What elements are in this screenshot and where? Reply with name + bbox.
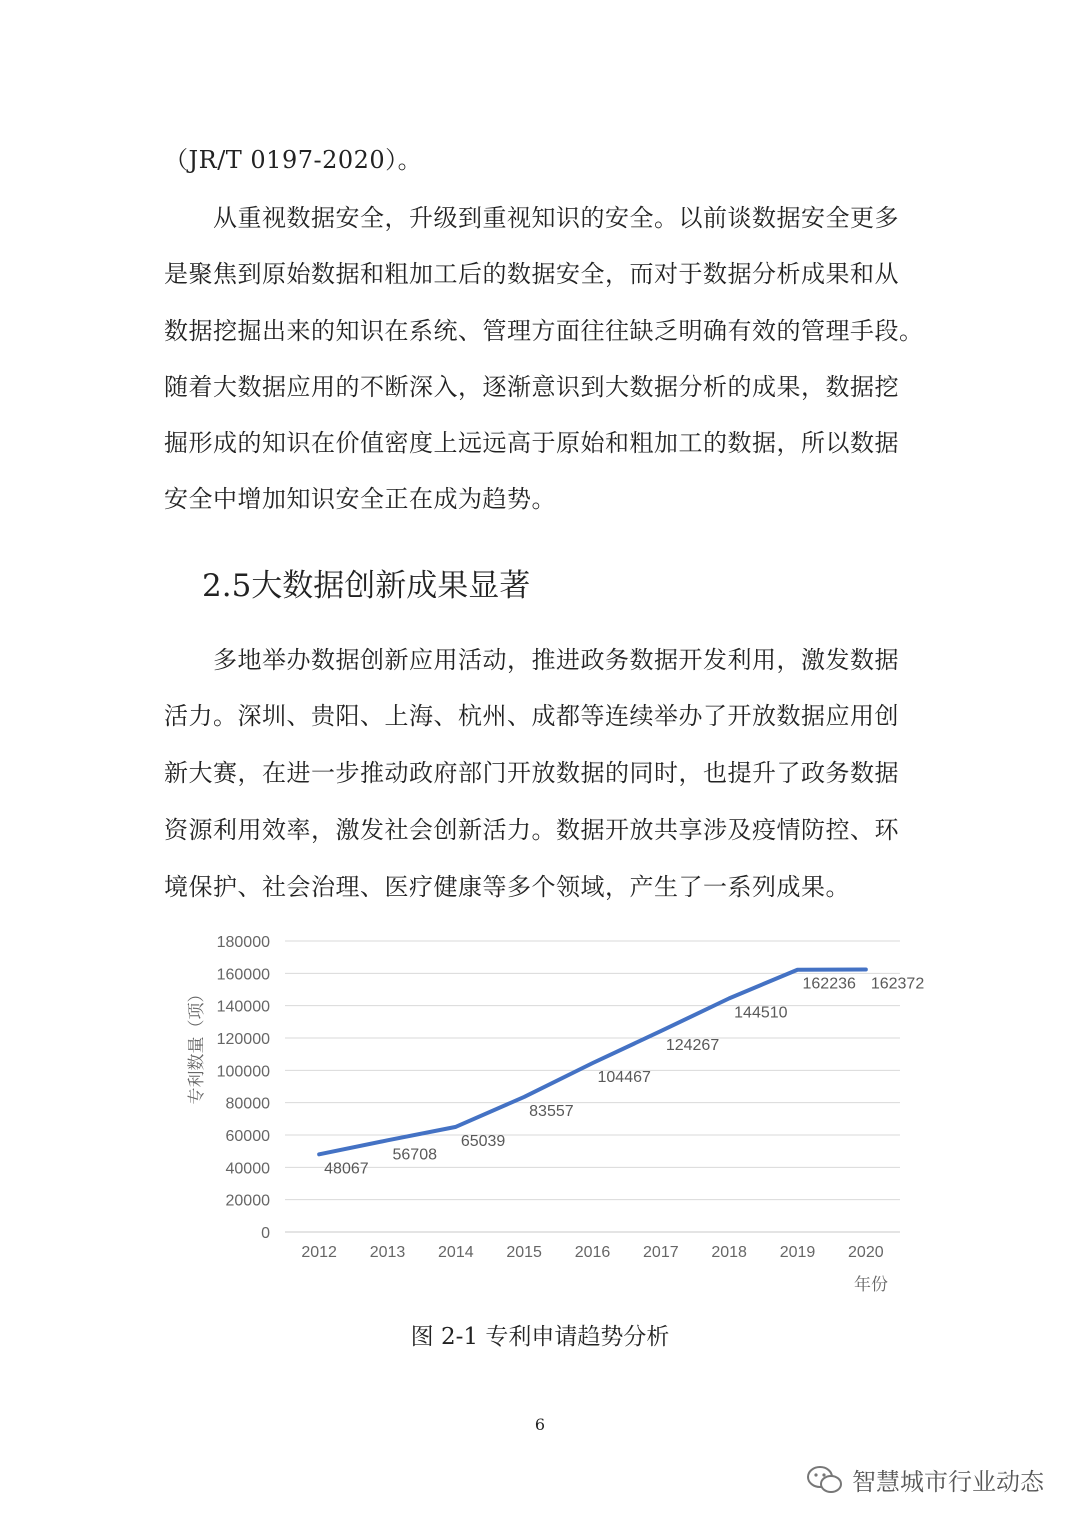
paragraph-line: （JR/T 0197-2020）。 <box>164 146 423 174</box>
data-label: 104467 <box>597 1069 651 1087</box>
wechat-icon <box>806 1465 844 1495</box>
paragraph-line: 资源利用效率，激发社会创新活力。数据开放共享涉及疫情防控、环 <box>164 816 899 844</box>
x-tick-label: 2016 <box>574 1244 611 1261</box>
y-tick-label: 120000 <box>216 1031 270 1048</box>
data-label: 162372 <box>870 975 925 993</box>
y-tick-label: 40000 <box>225 1160 270 1178</box>
figure-caption: 图 2-1 专利申请趋势分析 <box>410 1324 670 1350</box>
data-label: 144510 <box>734 1004 788 1022</box>
section-heading: 2.5大数据创新成果显著 <box>202 568 531 604</box>
x-tick-label: 2020 <box>848 1244 884 1261</box>
y-tick-label: 0 <box>261 1225 270 1242</box>
x-tick-label: 2013 <box>369 1244 406 1261</box>
paragraph-line: 多地举办数据创新应用活动，推进政务数据开发利用，激发数据 <box>164 646 899 674</box>
x-tick-label: 2019 <box>779 1244 816 1261</box>
y-tick-label: 160000 <box>216 966 270 984</box>
x-tick-label: 2017 <box>643 1244 679 1261</box>
x-axis-ticks <box>301 1244 883 1261</box>
x-tick-label: 2018 <box>711 1244 747 1261</box>
paragraph-line: 新大赛，在进一步推动政府部门开放数据的同时，也提升了政务数据 <box>164 759 899 787</box>
y-tick-label: 180000 <box>216 934 270 951</box>
watermark-text: 智慧城市行业动态 <box>852 1468 1044 1496</box>
y-tick-label: 140000 <box>216 998 270 1016</box>
y-axis-ticks <box>217 934 270 1242</box>
data-label: 83557 <box>529 1102 574 1120</box>
paragraph-line: 随着大数据应用的不断深入，逐渐意识到大数据分析的成果，数据挖 <box>164 373 899 401</box>
data-label: 65039 <box>460 1132 506 1150</box>
paragraph-line: 掘形成的知识在价值密度上远远高于原始和粗加工的数据，所以数据 <box>164 429 899 457</box>
data-label: 162236 <box>802 975 856 993</box>
y-tick-label: 60000 <box>225 1128 270 1145</box>
data-label: 124267 <box>665 1037 720 1055</box>
watermark <box>806 1462 1044 1497</box>
x-axis-title: 年份 <box>854 1275 888 1294</box>
data-series <box>319 969 866 1154</box>
paragraph-line: 境保护、社会治理、医疗健康等多个领域，产生了一系列成果。 <box>164 873 850 901</box>
x-tick-label: 2015 <box>506 1244 542 1261</box>
paragraph-line: 从重视数据安全，升级到重视知识的安全。以前谈数据安全更多 <box>164 204 899 232</box>
paragraph-line: 活力。深圳、贵阳、上海、杭州、成都等连续举办了开放数据应用创 <box>164 702 899 730</box>
paragraph-line: 数据挖掘出来的知识在系统、管理方面往往缺乏明确有效的管理手段。 <box>164 317 924 345</box>
y-tick-label: 80000 <box>225 1095 270 1113</box>
paragraph-line: 安全中增加知识安全正在成为趋势。 <box>164 485 556 513</box>
y-axis-title: 专利数量（项） <box>187 985 206 1105</box>
paragraph-line: 是聚焦到原始数据和粗加工后的数据安全，而对于数据分析成果和从 <box>164 260 899 288</box>
data-label: 48067 <box>324 1160 369 1178</box>
x-tick-label: 2014 <box>438 1244 474 1261</box>
x-tick-label: 2012 <box>301 1244 337 1261</box>
data-label: 56708 <box>392 1146 437 1164</box>
y-tick-label: 20000 <box>225 1192 270 1210</box>
series-line <box>319 969 866 1154</box>
page-number: 6 <box>534 1415 546 1434</box>
y-tick-label: 100000 <box>216 1063 270 1081</box>
